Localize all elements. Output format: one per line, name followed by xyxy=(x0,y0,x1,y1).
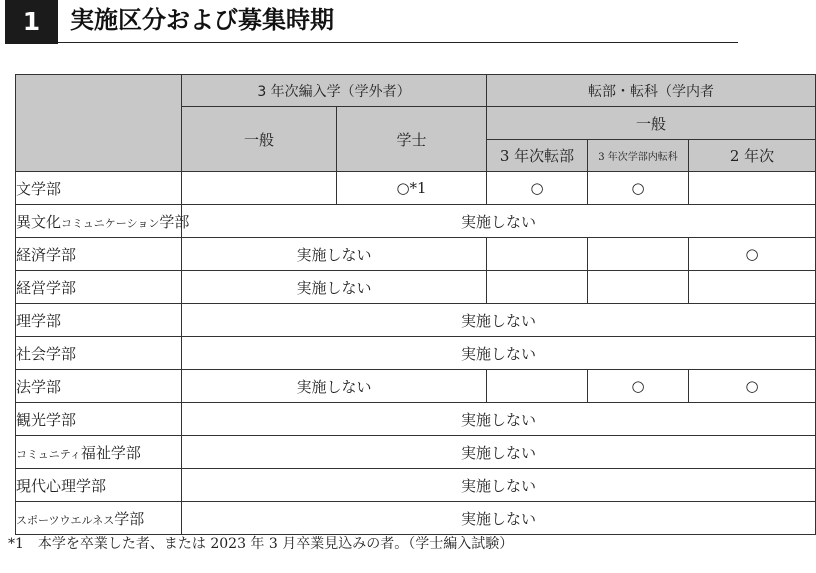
dept-name: 文学部 xyxy=(16,172,182,205)
table-row xyxy=(16,370,816,403)
heading-underline xyxy=(58,42,738,43)
dept-name: 社会学部 xyxy=(16,337,182,370)
dept-name: 経済学部 xyxy=(16,238,182,271)
corner-cell xyxy=(16,75,182,172)
dept-name-part: スポーツウエルネス xyxy=(16,513,115,527)
table-row xyxy=(16,469,816,502)
cell-3rd-year-transfer xyxy=(487,370,588,403)
cell-not-held: 実施しない xyxy=(182,337,816,370)
cell-not-held: 実施しない xyxy=(182,469,816,502)
cell-intra-transfer: ○ xyxy=(588,172,689,205)
table-row xyxy=(16,238,816,271)
cell-general xyxy=(182,172,337,205)
header-transfer-external: 3 年次編入学（学外者） xyxy=(182,75,487,107)
dept-name-part: 学部 xyxy=(114,509,145,528)
dept-name-part: 福祉学部 xyxy=(80,443,141,462)
cell-not-held: 実施しない xyxy=(182,502,816,535)
dept-name: 観光学部 xyxy=(16,403,182,436)
section-heading xyxy=(0,0,738,44)
footnote: *1 本学を卒業した者、または 2023 年 3 月卒業見込みの者。（学士編入試験） xyxy=(8,536,514,552)
cell-not-held: 実施しない xyxy=(182,238,487,271)
table-row xyxy=(16,172,816,205)
cell-2nd-year xyxy=(689,172,816,205)
cell-intra-transfer xyxy=(588,238,689,271)
table-row xyxy=(16,271,816,304)
cell-2nd-year: ○ xyxy=(689,370,816,403)
cell-not-held: 実施しない xyxy=(182,370,487,403)
cell-not-held: 実施しない xyxy=(182,436,816,469)
dept-name-part: 異文化 xyxy=(16,212,62,231)
header-transfer-internal: 転部・転科（学内者 xyxy=(487,75,816,107)
header-row-1 xyxy=(16,75,816,107)
dept-name: 現代心理学部 xyxy=(16,469,182,502)
header-3rd-year-transfer: 3 年次転部 xyxy=(487,140,588,172)
dept-name xyxy=(16,205,190,238)
cell-3rd-year-transfer xyxy=(487,271,588,304)
table-row xyxy=(16,304,816,337)
cell-not-held: 実施しない xyxy=(182,271,487,304)
cell-not-held: 実施しない xyxy=(182,304,816,337)
header-bachelor: 学士 xyxy=(337,107,487,172)
table-row xyxy=(16,403,816,436)
table-row xyxy=(16,436,816,469)
schedule-table xyxy=(15,74,816,535)
section-title: 実施区分および募集時期 xyxy=(70,6,334,34)
cell-2nd-year: ○ xyxy=(689,238,816,271)
header-general: 一般 xyxy=(182,107,337,172)
cell-bachelor: ○*1 xyxy=(337,172,487,205)
header-internal-general: 一般 xyxy=(487,107,816,140)
cell-not-held: 実施しない xyxy=(182,403,816,436)
dept-name: 経営学部 xyxy=(16,271,182,304)
cell-intra-transfer xyxy=(588,271,689,304)
dept-name-part: 学部 xyxy=(159,212,190,231)
dept-name: 法学部 xyxy=(16,370,182,403)
dept-name-part: コミュニティ xyxy=(16,447,81,461)
dept-name-part: コミュニケーション xyxy=(61,216,160,230)
table-row xyxy=(16,502,816,535)
header-3rd-year-intra-transfer: 3 年次学部内転科 xyxy=(588,140,689,172)
dept-name: 理学部 xyxy=(16,304,182,337)
schedule-table-wrapper xyxy=(15,74,775,532)
cell-3rd-year-transfer xyxy=(487,238,588,271)
cell-not-held: 実施しない xyxy=(182,205,816,238)
table-row xyxy=(16,205,816,238)
dept-name xyxy=(16,436,182,469)
cell-3rd-year-transfer: ○ xyxy=(487,172,588,205)
table-row xyxy=(16,337,816,370)
section-number: 1 xyxy=(5,0,58,44)
dept-name xyxy=(16,502,182,535)
header-2nd-year: 2 年次 xyxy=(689,140,816,172)
cell-2nd-year xyxy=(689,271,816,304)
cell-intra-transfer: ○ xyxy=(588,370,689,403)
